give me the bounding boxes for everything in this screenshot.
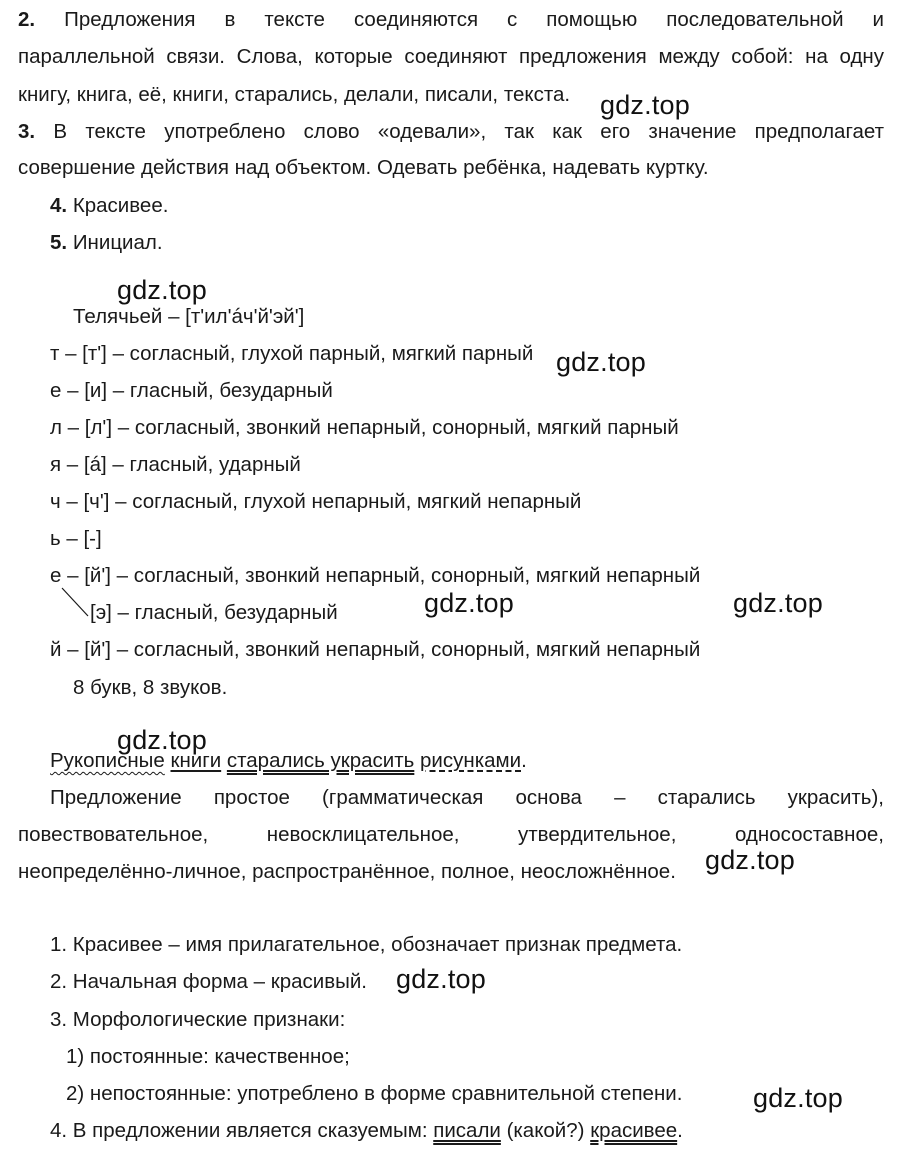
phonetic-row: ч – [ч'] – согласный, глухой непарный, мягкий непарный <box>50 490 582 513</box>
syntax-line-2: повествовательное, невосклицательное, утвердительное, односоставное, <box>18 823 884 846</box>
morph-item-4: 4. В предложении является сказуемым: писали (какой?) красивее. <box>50 1119 683 1142</box>
watermark: gdz.top <box>600 90 690 120</box>
watermark: gdz.top <box>556 347 646 377</box>
phonetic-row: е – [и] – гласный, безударный <box>50 379 333 402</box>
section-3-number: 3. <box>18 120 36 143</box>
syntax-line-1: Предложение простое (грамматическая основа – старались украсить), <box>50 786 884 809</box>
attribute-word: Рукописные <box>50 749 165 772</box>
phonetic-summary: 8 букв, 8 звуков. <box>73 676 228 699</box>
watermark: gdz.top <box>117 275 207 305</box>
watermark: gdz.top <box>396 964 486 994</box>
morph-item-2: 2. Начальная форма – красивый. <box>50 970 367 993</box>
section-3-line-2: совершение действия над объектом. Одевать ребёнка, надевать куртку. <box>18 156 709 179</box>
phonetic-word: Телячьей – [т'ил'áч'й'эй'] <box>73 305 305 328</box>
morph-item-1: 1. Красивее – имя прилагательное, обозначает признак предмета. <box>50 933 683 956</box>
section-5-number: 5. <box>50 231 68 254</box>
watermark: gdz.top <box>733 588 823 618</box>
phonetic-row: [э] – гласный, безударный <box>90 601 338 624</box>
section-2-line-3: книгу, книга, её, книги, старались, делали, писали, текста. <box>18 83 571 106</box>
phonetic-row: ь – [-] <box>50 527 102 550</box>
morph-item-3: 3. Морфологические признаки: <box>50 1008 346 1031</box>
syntax-sentence: Рукописные книги старались украсить рисунками. <box>50 749 527 772</box>
diphthong-branch-line <box>60 586 92 620</box>
phonetic-row: я – [á] – гласный, ударный <box>50 453 301 476</box>
subject-word: книги <box>170 749 222 772</box>
phonetic-row: т – [т'] – согласный, глухой парный, мягкий парный <box>50 342 534 365</box>
morph-sub-1: 1) постоянные: качественное; <box>66 1045 350 1068</box>
section-2-line-1: 2. Предложения в тексте соединяются с помощью последовательной и <box>18 8 884 31</box>
predicate-word: писали <box>433 1119 501 1142</box>
watermark: gdz.top <box>424 588 514 618</box>
section-4: 4. Красивее. <box>50 194 169 217</box>
predicate-words: старались украсить <box>226 749 415 772</box>
section-5: 5. Инициал. <box>50 231 163 254</box>
section-3-line-1: 3. В тексте употреблено слово «одевали», так как его значение предполагает <box>18 120 884 143</box>
predicate-word: красивее <box>590 1119 678 1142</box>
phonetic-row: е – [й'] – согласный, звонкий непарный, сонорный, мягкий непарный <box>50 564 701 587</box>
object-word: рисунками <box>420 749 522 772</box>
watermark: gdz.top <box>705 845 795 875</box>
section-2-line-2: параллельной связи. Слова, которые соединяют предложения между собой: на одну <box>18 45 884 68</box>
morph-sub-2: 2) непостоянные: употреблено в форме сравнительной степени. <box>66 1082 683 1105</box>
watermark: gdz.top <box>753 1083 843 1113</box>
syntax-line-3: неопределённо-личное, распространённое, полное, неосложнённое. <box>18 860 676 883</box>
watermark: gdz.top <box>117 725 207 755</box>
phonetic-row: й – [й'] – согласный, звонкий непарный, сонорный, мягкий непарный <box>50 638 701 661</box>
section-4-number: 4. <box>50 194 68 217</box>
phonetic-row: л – [л'] – согласный, звонкий непарный, сонорный, мягкий парный <box>50 416 679 439</box>
section-2-number: 2. <box>18 8 36 31</box>
